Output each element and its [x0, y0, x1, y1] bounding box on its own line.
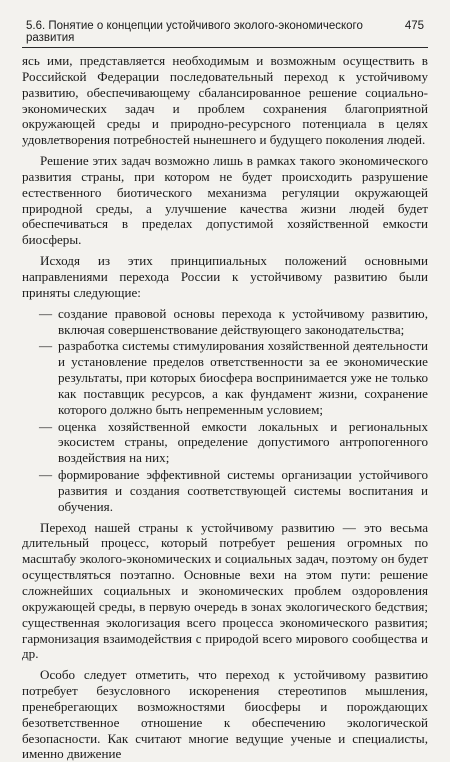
section-title: 5.6. Понятие о концепции устойчивого эколого-экономического развития — [26, 20, 363, 44]
running-head — [22, 20, 428, 48]
list-item — [22, 306, 428, 338]
list-item — [22, 338, 428, 417]
paragraph-1: ясь ими, представляется необходимым и возможным осуществить в Российской Федерации последовательный переход к устойчивому развитию, обеспечивающему сбалансированное решение социально-экономических задач и проблем сохранения благоприятной окружающей среды и природно-ресурсного потенциала в целях удовлетворения потребностей нынешнего и будущего поколения людей. — [22, 53, 428, 148]
paragraph-5: Особо следует отметить, что переход к устойчивому развитию потребует безусловного искоренения стереотипов мышления, пренебрегающих возможностями биосферы и порождающих безответственное отношение к обеспечению экологической безопасности. Как считают многие ведущие ученые и специалисты, именно движение — [22, 667, 428, 762]
list-dash: — — [39, 305, 53, 321]
list-dash: — — [39, 418, 53, 434]
list-item-text: создание правовой основы перехода к устойчивому развитию, включая совершенствование действующего законодательства; — [58, 305, 428, 337]
directions-list — [22, 306, 428, 515]
list-item-text: оценка хозяйственной емкости локальных и региональных экосистем страны, определение допустимого антропогенного воздействия на них; — [58, 418, 428, 466]
paragraph-4: Переход нашей страны к устойчивому развитию — это весьма длительный процесс, который потребует решения огромных по масштабу эколого-экономических и социальных задач, поэтому он будет осуществляться поэтапно. Основные вехи на этом пути: решение сложнейших социальных и экономических проблем оздоровления окружающей среды, в первую очередь в зонах экологического бедствия; существенная экологизация всего процесса экономического развития; гармонизация взаимодействия с природой всего мирового сообщества и др. — [22, 519, 428, 662]
list-item — [22, 467, 428, 515]
list-dash: — — [39, 467, 53, 483]
paragraph-2: Решение этих задач возможно лишь в рамках такого экономического развития страны, при котором не будет происходить разрушение естественного биотического механизма регуляции окружающей природной среды, а улучшение качества жизни людей будет обеспечиваться в пределах допустимой хозяйственной емкости биосферы. — [22, 153, 428, 248]
body-text — [22, 53, 428, 762]
list-item-text: разработка системы стимулирования хозяйственной деятельности и установление пределов ответственности за ее экономические результаты, при которых биосфера воспринимается уже не только как поставщик ресурсов, а как фундамент жизни, сохранение которого должно быть непременным условием; — [58, 338, 428, 417]
page-number: 475 — [404, 20, 424, 32]
paragraph-3: Исходя из этих принципиальных положений основными направлениями перехода России к устойчивому развитию были приняты следующие: — [22, 253, 428, 300]
list-item — [22, 419, 428, 467]
list-dash: — — [39, 338, 53, 354]
list-item-text: формирование эффективной системы организации устойчивого развития и создания соответствующей системы воспитания и обучения. — [58, 467, 428, 514]
